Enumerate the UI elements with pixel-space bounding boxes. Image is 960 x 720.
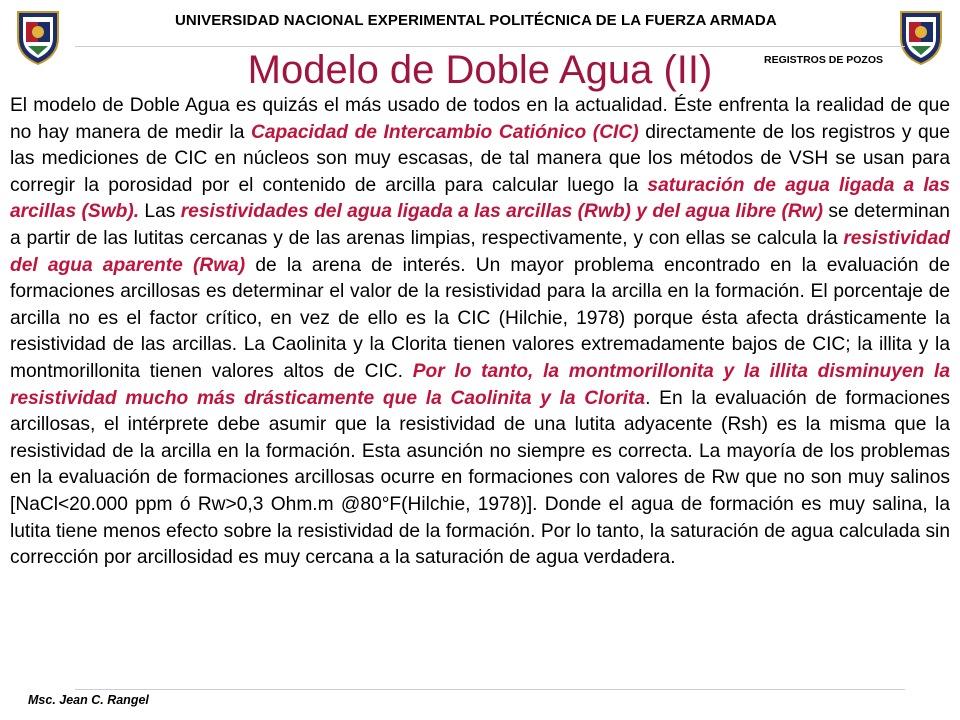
highlight-swb: saturación de agua ligada a las arcillas (Swb).	[10, 174, 950, 223]
body-text-segment: directamente de los registros y que las mediciones de CIC en núcleos son muy escasas, de tal manera que los métodos de VSH se usan para corregir la porosidad por el contenido de arcilla para calcular luego la	[10, 121, 950, 196]
institution-header: UNIVERSIDAD NACIONAL EXPERIMENTAL POLITÉCNICA DE LA FUERZA ARMADA	[175, 12, 777, 29]
body-text-segment: El modelo de Doble Agua es quizás el más usado de todos en la actualidad. Éste enfrenta la realidad de que no hay manera de medir la	[10, 95, 950, 143]
body-text-segment: de la arena de interés. Un mayor problema encontrado en la evaluación de formaciones arcillosas es determinar el valor de la resistividad para la arcilla en la formación. El porcentaje de arcilla no es el factor crítico, en vez de ello es la CIC (Hilchie, 1978) porque ésta afecta drásticamente la resistividad de las arcillas. La Caolinita y la Clorita tienen valores extremadamente bajos de CIC; la illita y la montmorillonita tienen valores altos de CIC.	[10, 254, 950, 382]
highlight-montmorillonita: Por lo tanto, la montmorillonita y la illita disminuyen la resistividad mucho más drásticamente que la Caolinita y la Clorita	[10, 360, 950, 409]
highlight-rwa: resistividad del agua aparente (Rwa)	[10, 227, 950, 276]
body-text-segment: . En la evaluación de formaciones arcillosas, el intérprete debe asumir que la resistividad de una lutita adyacente (Rsh) es la misma que la resistividad de la arcilla en la formación. Esta asunción no siempre es correcta. La mayoría de los problemas en la evaluación de formaciones arcillosas ocurre en formaciones con valores de Rw que no son muy salinos [NaCl<20.000 ppm ó Rw>0,3 Ohm.m @80°F(Hilchie, 1978)]. Donde el agua de formación es muy salina, la lutita tiene menos efecto sobre la resistividad de la formación. Por lo tanto, la saturación de agua calculada sin corrección por arcillosidad es muy cercana a la saturación de agua verdadera.	[10, 387, 951, 569]
body-text-segment: se determinan a partir de las lutitas cercanas y de las arenas limpias, respectivamente, y con ellas se calcula la	[10, 201, 950, 249]
slide-title: Modelo de Doble Agua (II)	[247, 48, 713, 92]
footer-divider	[75, 689, 905, 690]
body-text-segment: Las	[139, 201, 181, 223]
author-credit: Msc. Jean C. Rangel	[28, 693, 149, 707]
highlight-rwb-rw: resistividades del agua ligada a las arcillas (Rwb) y del agua libre (Rw)	[180, 201, 823, 223]
body-paragraph	[10, 93, 950, 572]
highlight-cic: Capacidad de Intercambio Catiónico (CIC)	[250, 121, 639, 143]
section-label: REGISTROS DE POZOS	[764, 54, 884, 66]
